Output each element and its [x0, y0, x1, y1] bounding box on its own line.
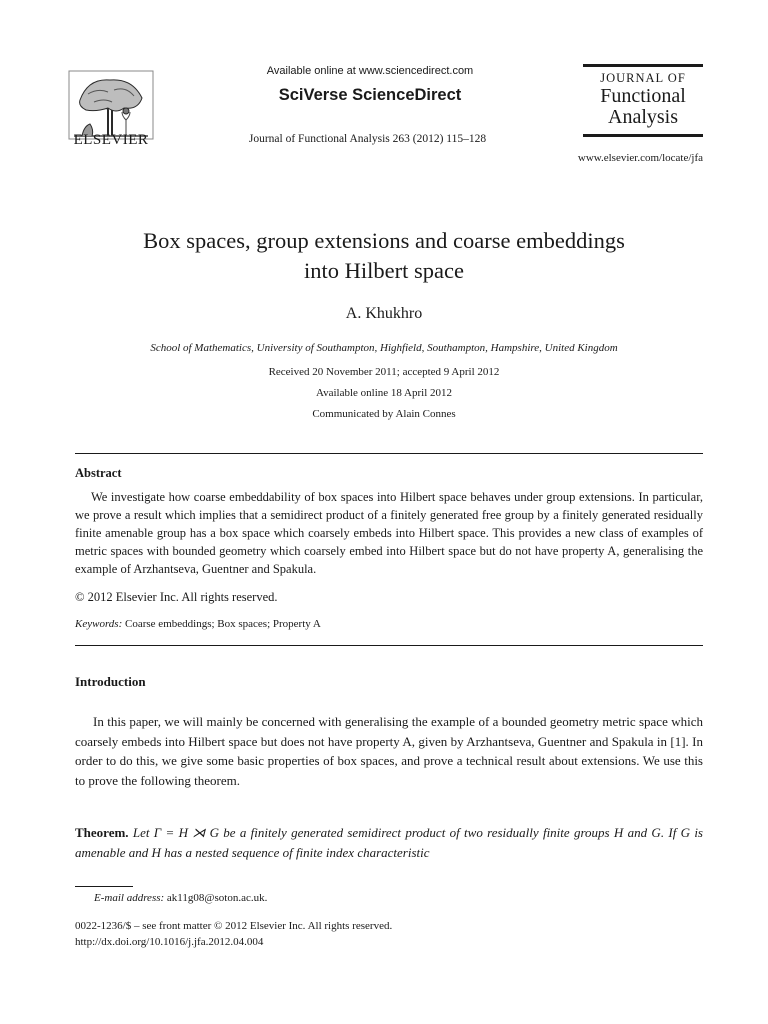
introduction-heading: Introduction [75, 674, 146, 689]
platform-name[interactable]: SciVerse ScienceDirect [278, 86, 462, 104]
footnote-rule [75, 886, 133, 887]
doi-link[interactable]: http://dx.doi.org/10.1016/j.jfa.2012.04.004 [75, 936, 264, 948]
journal-box-bottom-rule [583, 134, 703, 137]
communicated-by: Communicated by Alain Connes [312, 408, 456, 420]
theorem-label: Theorem. [75, 825, 129, 840]
journal-box-line3: Analysis [608, 106, 678, 128]
journal-url-link[interactable]: www.elsevier.com/locate/jfa [577, 152, 703, 164]
abstract-copyright: © 2012 Elsevier Inc. All rights reserved. [75, 590, 278, 604]
article-title [40, 226, 728, 286]
available-date: Available online 18 April 2012 [315, 387, 453, 399]
author-name: A. Khukhro [345, 305, 423, 322]
email-label: E-mail address: [94, 892, 165, 904]
keywords-list: Coarse embeddings; Box spaces; Property A [125, 618, 321, 630]
received-date: Received 20 November 2011; accepted 9 April 2012 [268, 366, 500, 378]
journal-box-top-rule [583, 64, 703, 67]
divider-top [75, 453, 703, 454]
available-online-text[interactable]: Available online at www.sciencedirect.com [266, 65, 474, 77]
publisher-logo-text: ELSEVIER [73, 132, 149, 148]
issn-line: 0022-1236/$ – see front matter © 2012 Elsevier Inc. All rights reserved. [75, 920, 393, 932]
author-affiliation: School of Mathematics, University of Southampton, Highfield, Southampton, Hampshire, United Kingdom [150, 342, 618, 354]
article-title-line1: Box spaces, group extensions and coarse embeddings [143, 228, 625, 253]
keywords-line [75, 618, 321, 630]
journal-title-box [583, 64, 703, 137]
theorem-text: Let Γ = H ⋊ G be a finitely generated semidirect product of two residually finite groups H and G. If G is amenable and H has a nested sequence of finite index characteristic [75, 825, 703, 860]
journal-box-line2: Functional [600, 85, 686, 107]
article-title-line2: into Hilbert space [304, 258, 464, 283]
author-email-footnote [94, 892, 267, 904]
journal-box-line1: JOURNAL OF [600, 71, 686, 85]
abstract-heading: Abstract [75, 466, 122, 480]
abstract-text: We investigate how coarse embeddability of box spaces into Hilbert space behaves under group extensions. In particular, we prove a result which implies that a semidirect product of a finitely generated free group by a finitely generated residually finite amenable group has a box space which coarsely embeds into Hilbert space. This provides a new class of examples of metric spaces with bounded geometry which coarsely embed into Hilbert space but do not have property A, generalising the example of Arzhantseva, Guentner and Spakula. [75, 490, 703, 576]
theorem-statement [75, 823, 703, 863]
divider-bottom [75, 645, 703, 646]
article-history [0, 362, 768, 425]
keywords-label: Keywords: [75, 618, 123, 630]
journal-citation: Journal of Functional Analysis 263 (2012) 115–128 [248, 133, 487, 145]
introduction-text: In this paper, we will mainly be concerned with generalising the example of a bounded geometry metric space which coarsely embeds into Hilbert space but does not have property A, given by Arzhantseva, Guentner and Spakula in [1]. In order to do this, we give some basic properties of box spaces, and prove a technical result about extensions. We use this to prove the following theorem. [75, 714, 703, 788]
email-address-link[interactable]: ak11g08@soton.ac.uk. [166, 892, 268, 904]
